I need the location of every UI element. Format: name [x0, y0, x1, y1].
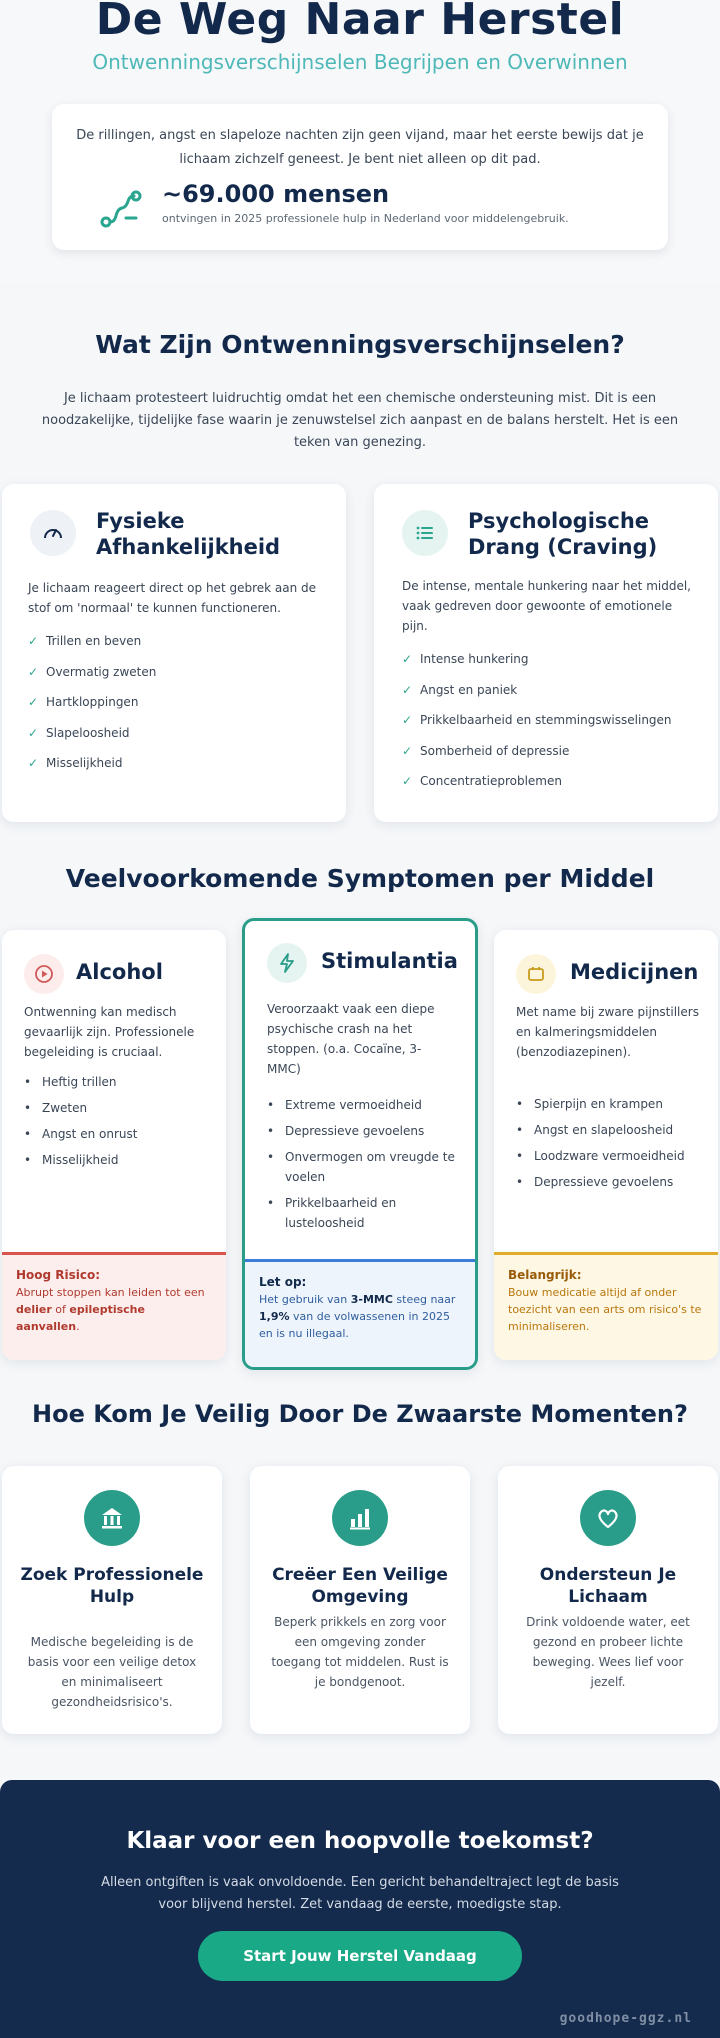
stimulants-list: [265, 1095, 461, 1239]
steps-section-title: Hoe Kom Je Veilig Door De Zwaarste Momenten?: [32, 1400, 688, 1428]
psych-text: De intense, mentale hunkering naar het middel, vaak gedreven door gewoonte of emotionele pijn.: [402, 579, 691, 633]
list-item: ✓ Concentratieproblemen: [402, 766, 702, 797]
stimulants-warning: Let op: Het gebruik van 3-MMC steeg naar 1,9% van de volwassenen in 2025 en is nu illegaal.: [245, 1259, 475, 1367]
start-recovery-button[interactable]: Start Jouw Herstel Vandaag: [198, 1931, 522, 1981]
alcohol-title: Alcohol: [76, 960, 163, 984]
list-item: • Prikkelbaarheid en lusteloosheid: [265, 1193, 461, 1233]
warning-title: Let op:: [259, 1275, 307, 1289]
list-item: ✓ Somberheid of depressie: [402, 736, 702, 767]
check-icon: ✓: [402, 774, 413, 788]
warning-title: Hoog Risico:: [16, 1268, 101, 1282]
warning-title: Belangrijk:: [508, 1268, 582, 1282]
psych-card: [374, 484, 718, 822]
home-chart-icon: [332, 1490, 388, 1546]
substances-section-title: Veelvoorkomende Symptomen per Middel: [65, 864, 655, 893]
step-text: Beperk prikkels en zorg voor een omgeving zonder toegang tot middelen. Rust is je bondgenoot.: [271, 1615, 449, 1689]
check-icon: ✓: [402, 652, 413, 666]
physical-card: [2, 484, 346, 822]
alcohol-text: Ontwenning kan medisch gevaarlijk zijn. Professionele begeleiding is cruciaal.: [24, 1005, 195, 1059]
intro-card: [52, 104, 668, 250]
alcohol-card: [2, 930, 226, 1360]
list-item: • Spierpijn en krampen: [514, 1094, 710, 1114]
physical-text: Je lichaam reageert direct op het gebrek aan de stof om 'normaal' te kunnen functioneren.: [28, 581, 317, 615]
stimulants-card: [242, 918, 478, 1370]
cta-title: Klaar voor een hoopvolle toekomst?: [126, 1828, 594, 1854]
page-subtitle: Ontwenningsverschijnselen Begrijpen en Overwinnen: [92, 50, 628, 74]
play-circle-icon: [24, 954, 64, 994]
page-title: De Weg Naar Herstel: [95, 0, 625, 45]
stat-label: ontvingen in 2025 professionele hulp in Nederland voor middelengebruik.: [162, 212, 569, 225]
list-item: • Onvermogen om vreugde te voelen: [265, 1147, 461, 1187]
medicines-text: Met name bij zware pijnstillers en kalmeringsmiddelen (benzodiazepinen).: [516, 1005, 699, 1059]
medicines-card: [494, 930, 718, 1360]
alcohol-list: [22, 1072, 212, 1176]
list-item: • Angst en slapeloosheid: [514, 1120, 710, 1140]
step-card-body: [498, 1466, 718, 1734]
list-item: • Depressieve gevoelens: [514, 1172, 710, 1192]
list-item: ✓ Misselijkheid: [28, 748, 318, 779]
medicines-warning: Belangrijk: Bouw medicatie altijd af onder toezicht van een arts om risico's te minimaliseren.: [494, 1252, 718, 1360]
step-title: Zoek Professionele Hulp: [20, 1565, 204, 1607]
step-card-environment: [250, 1466, 470, 1734]
heart-icon: [580, 1490, 636, 1546]
step-card-help: [2, 1466, 222, 1734]
list-item: • Angst en onrust: [22, 1124, 212, 1144]
check-icon: ✓: [402, 713, 413, 727]
medicines-list: [514, 1094, 710, 1198]
list-item: • Heftig trillen: [22, 1072, 212, 1092]
list-item: • Zweten: [22, 1098, 212, 1118]
step-title: Ondersteun Je Lichaam: [539, 1565, 677, 1607]
cta-section: [0, 1780, 720, 2038]
medicines-title: Medicijnen: [570, 960, 699, 984]
list-item: ✓ Intense hunkering: [402, 644, 702, 675]
cta-text: Alleen ontgiften is vaak onvoldoende. Een gericht behandeltraject legt de basis voor blijvend herstel. Zet vandaag de eerste, moedigste stap.: [101, 1875, 619, 1912]
alcohol-warning: Hoog Risico: Abrupt stoppen kan leiden tot een delier of epileptische aanvallen.: [2, 1252, 226, 1360]
list-item: ✓ Prikkelbaarheid en stemmingswisselingen: [402, 705, 702, 736]
recovery-path-icon: [96, 188, 144, 232]
list-item: • Depressieve gevoelens: [265, 1121, 461, 1141]
list-item: • Extreme vermoeidheid: [265, 1095, 461, 1115]
check-icon: ✓: [402, 743, 413, 758]
intro-text: De rillingen, angst en slapeloze nachten zijn geen vijand, maar het eerste bewijs dat je lichaam zichzelf geneest. Je bent niet alleen op dit pad.: [76, 128, 644, 167]
list-item: • Loodzware vermoeidheid: [514, 1146, 710, 1166]
check-icon: ✓: [28, 695, 39, 709]
physical-list: [28, 626, 318, 779]
step-title: Creëer Een Veilige Omgeving: [272, 1565, 448, 1607]
list-item: ✓ Hartkloppingen: [28, 687, 318, 718]
psych-list: [402, 644, 702, 797]
lightning-icon: [267, 943, 307, 983]
hero-section: [0, 0, 720, 283]
check-icon: ✓: [28, 664, 39, 679]
brain-list-icon: [402, 510, 448, 556]
check-icon: ✓: [402, 682, 413, 697]
physical-title: Fysieke Afhankelijkheid: [96, 509, 281, 559]
check-icon: ✓: [28, 756, 39, 770]
list-item: • Misselijkheid: [22, 1150, 212, 1170]
stimulants-text: Veroorzaakt vaak een diepe psychische crash na het stoppen. (o.a. Cocaïne, 3-MMC): [267, 1002, 435, 1076]
gauge-icon: [30, 510, 76, 556]
list-item: ✓ Angst en paniek: [402, 675, 702, 706]
step-text: Drink voldoende water, eet gezond en probeer lichte beweging. Wees lief voor jezelf.: [526, 1615, 690, 1689]
stimulants-title: Stimulantia: [321, 949, 458, 973]
stat-value: ~69.000 mensen: [162, 180, 390, 208]
what-section-title: Wat Zijn Ontwenningsverschijnselen?: [95, 330, 625, 359]
step-text: Medische begeleiding is de basis voor een veilige detox en minimaliseert gezondheidsrisico's.: [27, 1635, 197, 1709]
pill-box-icon: [516, 954, 556, 994]
footer-domain: goodhope-ggz.nl: [559, 2011, 692, 2026]
what-section-text: Je lichaam protesteert luidruchtig omdat het een chemische ondersteuning mist. Dit is een noodzakelijke, tijdelijke fase waarin je zenuwstelsel zich aanpast en de balans herstelt. Het is een teken van genezing.: [41, 391, 679, 450]
list-item: ✓ Slapeloosheid: [28, 718, 318, 749]
check-icon: ✓: [28, 634, 39, 648]
check-icon: ✓: [28, 725, 39, 740]
hospital-icon: [84, 1490, 140, 1546]
psych-title: Psychologische Drang (Craving): [468, 509, 658, 559]
list-item: ✓ Trillen en beven: [28, 626, 318, 657]
list-item: ✓ Overmatig zweten: [28, 657, 318, 688]
